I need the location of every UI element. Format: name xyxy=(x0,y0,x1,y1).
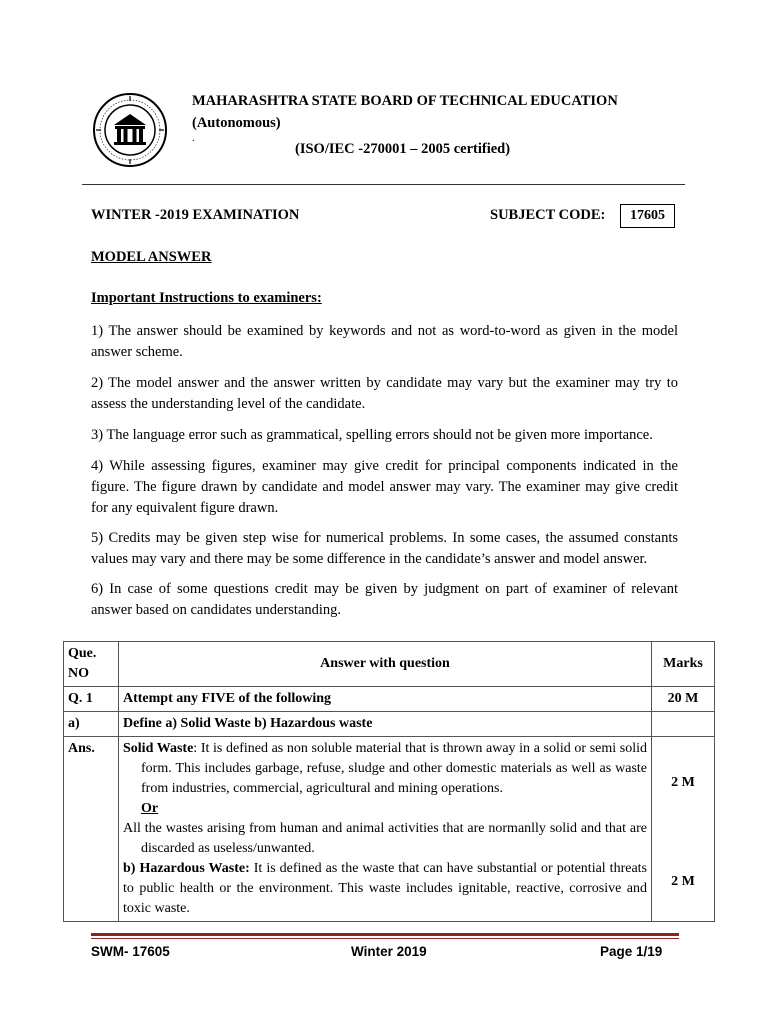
answer-label: Ans. xyxy=(64,737,119,922)
qa-text: Define a) Solid Waste b) Hazardous waste xyxy=(119,712,652,737)
instruction-2: 2) The model answer and the answer written by candidate may vary but the examiner may try to assess the understanding level of the candidate. xyxy=(91,375,678,412)
msbte-seal-icon xyxy=(92,92,168,168)
board-name: MAHARASHTRA STATE BOARD OF TECHNICAL EDUCATION xyxy=(192,93,618,109)
hazardous-waste-definition xyxy=(123,859,647,919)
solid-waste-text: : It is defined as non soluble material that is thrown away in a solid or semi solid form. This includes garbage, refuse, sludge and other domestic materials as well as waste from industries, commercial, agricultural and mining operations. xyxy=(141,741,648,796)
or-label: Or xyxy=(141,801,159,816)
footer-page: Page 1/19 xyxy=(600,944,663,959)
qa-number: a) xyxy=(64,712,119,737)
subject-code-box: 17605 xyxy=(620,204,675,228)
footer-rule-thick xyxy=(91,933,679,936)
header-answer: Answer with question xyxy=(119,642,652,687)
answer-table xyxy=(63,641,715,922)
certification: (ISO/IEC -270001 – 2005 certified) xyxy=(295,141,511,157)
header-marks: Marks xyxy=(652,642,715,687)
hazardous-waste-text: It is defined as the waste that can have substantial or potential threats to public health or the environment. This waste includes ignitable, reactive, corrosive and toxic waste. xyxy=(123,861,648,916)
header-divider xyxy=(82,184,685,185)
instruction-3: 3) The language error such as grammatical, spelling errors should not be given more importance. xyxy=(91,427,653,443)
marks-hazardous-waste: 2 M xyxy=(671,874,695,889)
instruction-1: 1) The answer should be examined by keywords and not as word-to-word as given in the model answer scheme. xyxy=(91,323,678,360)
q1-marks: 20 M xyxy=(652,687,715,712)
q1-number: Q. 1 xyxy=(64,687,119,712)
subject-code-label: SUBJECT CODE: xyxy=(490,207,606,223)
header-que-no: Que. NO xyxy=(64,642,119,687)
header-dot: . xyxy=(192,133,195,144)
instruction-5: 5) Credits may be given step wise for numerical problems. In some cases, the assumed constants values may vary and there may be some difference in the candidate’s answer and model answer. xyxy=(91,530,678,567)
solid-waste-definition xyxy=(123,739,647,799)
alternate-definition: All the wastes arising from human and animal activities that are normanlly solid and that are discarded as useless/unwanted. xyxy=(123,821,647,856)
table-header-row xyxy=(64,642,715,687)
answer-body xyxy=(119,737,652,922)
table-row xyxy=(64,687,715,712)
footer-session: Winter 2019 xyxy=(351,944,427,959)
instruction-4: 4) While assessing figures, examiner may give credit for principal components indicated in the figure. The figure drawn by candidate and model answer may vary. The examiner may give credit for any equivalent figure drawn. xyxy=(91,458,678,516)
exam-title: WINTER -2019 EXAMINATION xyxy=(91,207,300,223)
solid-waste-term: Solid Waste xyxy=(123,741,194,756)
board-status: (Autonomous) xyxy=(192,115,281,131)
table-row xyxy=(64,737,715,922)
table-row xyxy=(64,712,715,737)
marks-solid-waste: 2 M xyxy=(671,775,695,790)
instruction-6: 6) In case of some questions credit may be given by judgment on part of examiner of relevant answer based on candidates understanding. xyxy=(91,581,678,618)
qa-marks xyxy=(652,712,715,737)
model-answer-heading: MODEL ANSWER xyxy=(91,249,212,265)
footer-subject: SWM- 17605 xyxy=(91,944,170,959)
footer-rule-thin xyxy=(91,938,679,939)
instructions-heading: Important Instructions to examiners: xyxy=(91,290,322,306)
answer-marks xyxy=(652,737,715,922)
q1-text: Attempt any FIVE of the following xyxy=(119,687,652,712)
hazardous-waste-term: b) Hazardous Waste: xyxy=(123,861,250,876)
